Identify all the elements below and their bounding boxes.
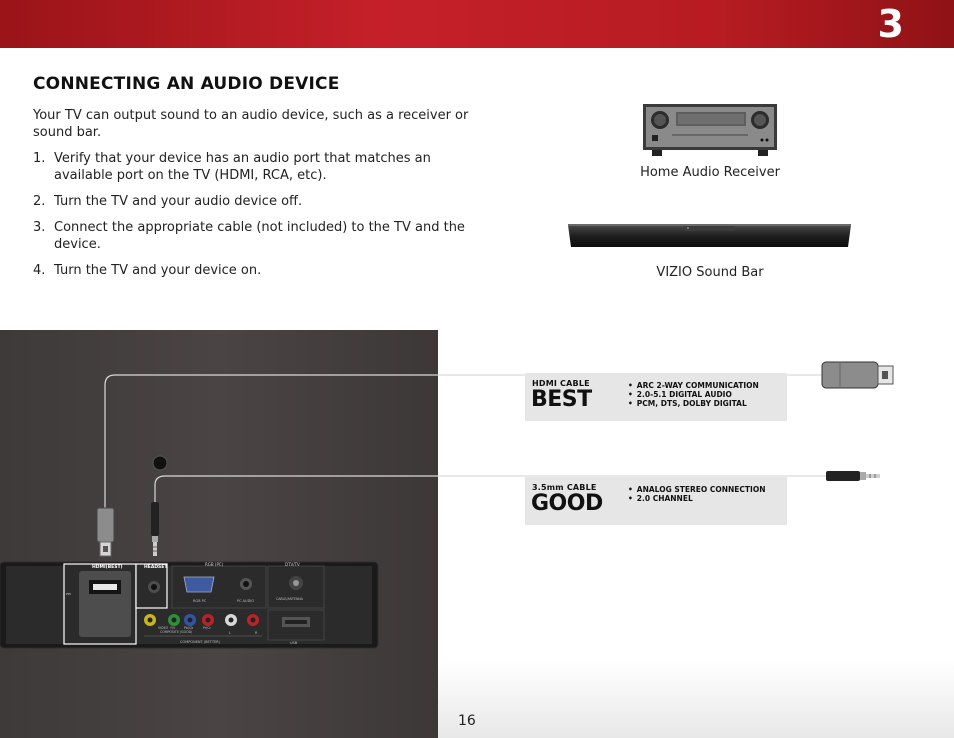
video-label: VIDEO	[158, 626, 169, 630]
pr-label: Pr/Cr	[203, 626, 211, 630]
soundbar-label: VIZIO Sound Bar	[656, 265, 764, 280]
step-number: 2.	[33, 194, 46, 209]
step-number: 3.	[33, 220, 46, 235]
receiver-label: Home Audio Receiver	[640, 165, 780, 180]
step-number: 1.	[33, 151, 46, 166]
r-audio-label: R	[255, 631, 258, 635]
hdmi-port-label: HDMI(BEST)	[92, 565, 123, 570]
y-label: Y/V	[170, 626, 176, 630]
usb-label: USB	[290, 641, 298, 645]
cable-name: HDMI CABLE	[532, 379, 590, 388]
hdmi-plug-tv-icon	[97, 508, 114, 556]
cable-grade: BEST	[531, 387, 592, 412]
chapter-number: 3	[877, 2, 904, 46]
hdmi-cable-card	[525, 373, 787, 421]
cable-features	[628, 485, 765, 503]
list-item: • 2.0-5.1 DIGITAL AUDIO	[628, 390, 759, 399]
list-item: • ANALOG STEREO CONNECTION	[628, 485, 765, 494]
cable-name: 3.5mm CABLE	[532, 483, 597, 492]
l-audio-label: L	[229, 631, 231, 635]
page-number: 16	[458, 713, 476, 729]
rgb-pc-label: RGB PC	[193, 599, 207, 603]
list-item: • ARC 2-WAY COMMUNICATION	[628, 381, 759, 390]
pb-label: Pb/Cb	[184, 626, 194, 630]
hdmi-plug-device-icon	[822, 362, 893, 388]
audio-plug-device-icon	[826, 471, 880, 481]
step-text: Turn the TV and your device on.	[54, 263, 262, 278]
cable-features	[628, 381, 759, 408]
headset-port-label: HEADSET	[144, 565, 168, 570]
step-text: Connect the appropriate cable (not included) to the TV and the device.	[54, 220, 465, 252]
component-label: COMPONENT (BETTER)	[180, 640, 220, 644]
list-item: • PCM, DTS, DOLBY DIGITAL	[628, 399, 759, 408]
svg-text:⎓: ⎓	[66, 591, 71, 598]
cable-grade: GOOD	[531, 491, 603, 516]
step-number: 4.	[33, 263, 46, 278]
rgb-port-label: RGB (PC)	[205, 562, 224, 567]
step-text: Turn the TV and your audio device off.	[54, 194, 303, 209]
step-text: Verify that your device has an audio port that matches an available port on the TV (HDMI, RCA, etc).	[54, 151, 431, 183]
list-item: • 2.0 CHANNEL	[628, 494, 765, 503]
section-title: CONNECTING AN AUDIO DEVICE	[33, 74, 340, 94]
pc-audio-label: PC AUDIO	[237, 599, 255, 603]
audio-cable-card	[525, 477, 787, 525]
cable-antenna-label: CABLE/ANTENNA	[276, 597, 303, 601]
intro-paragraph: Your TV can output sound to an audio device, such as a receiver or sound bar.	[33, 108, 469, 140]
composite-label: COMPOSITE (GOOD)	[160, 630, 193, 634]
dtv-port-label: DTV/TV	[285, 562, 300, 567]
audio-plug-tv-icon	[151, 502, 159, 556]
